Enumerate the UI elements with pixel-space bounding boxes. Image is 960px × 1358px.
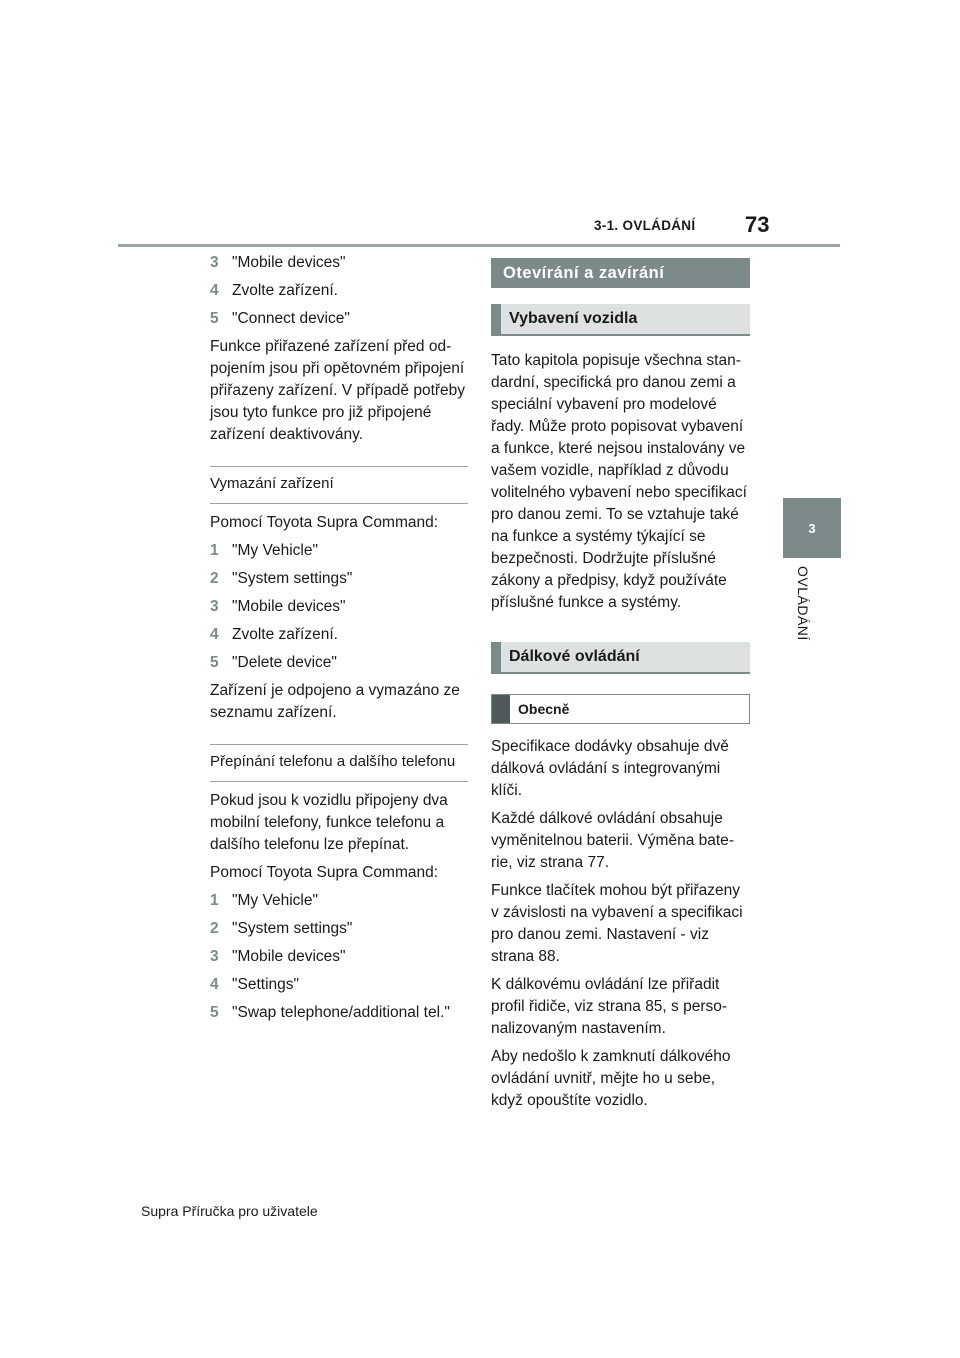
- step-item: [210, 568, 468, 590]
- step-item: [210, 974, 468, 996]
- chapter-tab: [783, 498, 841, 558]
- step-text: "Delete device": [232, 654, 337, 671]
- step-item: [210, 890, 468, 912]
- steps-swap: [210, 890, 468, 1024]
- step-item: [210, 652, 468, 674]
- step-number: 2: [210, 570, 219, 587]
- step-text: "System settings": [232, 570, 353, 587]
- step-item: [210, 624, 468, 646]
- right-column: [491, 258, 750, 1118]
- step-text: "Mobile devices": [232, 254, 346, 271]
- step-number: 4: [210, 282, 219, 299]
- page-number: 73: [745, 212, 770, 237]
- steps-delete: [210, 540, 468, 674]
- paragraph-remote: Každé dálkové ovládání obsahuje vyměnitelnou baterii. Výměna baterie, viz strana 77.: [491, 810, 734, 871]
- step-text: "Mobile devices": [232, 598, 346, 615]
- step-number: 5: [210, 654, 219, 671]
- paragraph-two-phones: Pokud jsou k vozidlu připojeny dva mobilní telefony, funkce telefonu a dalšího telefonu lze přepínat.: [210, 792, 448, 853]
- step-text: "My Vehicle": [232, 542, 318, 559]
- subsection-banner-general: [491, 694, 750, 724]
- step-number: 1: [210, 542, 219, 559]
- subheading-swap-phone: Přepínání telefonu a dalšího telefonu: [210, 744, 468, 782]
- step-number: 5: [210, 1004, 219, 1021]
- chapter-tab-label: OVLÁDÁNÍ: [795, 566, 811, 641]
- step-number: 5: [210, 310, 219, 327]
- step-number: 4: [210, 626, 219, 643]
- chapter-banner: Otevírání a zavírání: [491, 258, 750, 288]
- step-text: "Connect device": [232, 310, 350, 327]
- header-rule: [118, 244, 840, 247]
- paragraph-equipment: Tato kapitola popisuje všechna standardní, specifická pro danou zemi a speciální vybavení pro modelové řady. Může proto popisovat vybavení a funkce, které nejsou instalovány ve vašem vozidle, například z důvodu volitelného vybavení nebo specifikací pro danou zemi. To se vztahuje také na funkce a systémy týkající se bezpečnosti. Dodržujte příslušné zákony a předpisy, když používáte příslušné funkce a systémy.: [491, 352, 747, 611]
- footer-text: Supra Příručka pro uživatele: [141, 1203, 318, 1219]
- step-number: 3: [210, 948, 219, 965]
- step-item: [210, 252, 468, 274]
- step-number: 2: [210, 920, 219, 937]
- paragraph-remote: Specifikace dodávky obsahuje dvě dálková ovládání s integrovanými klíči.: [491, 738, 729, 799]
- paragraph-remote: Funkce tlačítek mohou být přiřazeny v závislosti na vybavení a specifikaci pro danou zemi. Nastavení - viz strana 88.: [491, 882, 743, 965]
- paragraph-remote: Aby nedošlo k zamknutí dálkového ovládání uvnitř, mějte ho u sebe, když opouštíte vozidlo.: [491, 1048, 731, 1109]
- intro-command: Pomocí Toyota Supra Command:: [210, 514, 439, 531]
- step-item: [210, 280, 468, 302]
- section-banner-equipment: Vybavení vozidla: [491, 304, 750, 336]
- banner-label: Obecně: [518, 701, 570, 717]
- step-text: "Mobile devices": [232, 948, 346, 965]
- step-number: 3: [210, 598, 219, 615]
- paragraph-deleted: Zařízení je odpojeno a vymazáno ze seznamu zařízení.: [210, 682, 460, 721]
- step-text: Zvolte zařízení.: [232, 626, 338, 643]
- step-item: [210, 308, 468, 330]
- section-banner-remote: Dálkové ovládání: [491, 642, 750, 674]
- step-text: "Swap telephone/additional tel.": [232, 1004, 450, 1021]
- steps-connect: [210, 252, 468, 330]
- step-text: "Settings": [232, 976, 300, 993]
- chapter-tab-number: 3: [808, 520, 816, 536]
- step-item: [210, 946, 468, 968]
- step-number: 4: [210, 976, 219, 993]
- step-text: Zvolte zařízení.: [232, 282, 338, 299]
- intro-command: Pomocí Toyota Supra Command:: [210, 864, 439, 881]
- step-item: [210, 1002, 468, 1024]
- paragraph-remote: K dálkovému ovládání lze přiřadit profil řidiče, viz strana 85, s personalizovaným nastavením.: [491, 976, 728, 1037]
- left-column: [210, 252, 468, 1030]
- banner-marker: [492, 695, 510, 723]
- step-item: [210, 918, 468, 940]
- subheading-delete-device: Vymazání zařízení: [210, 466, 468, 504]
- paragraph-reconnect: Funkce přiřazené zařízení před odpojením jsou při opětovném připojení přiřazeny zařízení. V případě potřeby jsou tyto funkce pro již připojené zařízení deaktivovány.: [210, 338, 466, 443]
- step-item: [210, 596, 468, 618]
- step-text: "My Vehicle": [232, 892, 318, 909]
- step-number: 3: [210, 254, 219, 271]
- step-text: "System settings": [232, 920, 353, 937]
- section-label: 3-1. OVLÁDÁNÍ: [594, 218, 696, 233]
- step-item: [210, 540, 468, 562]
- step-number: 1: [210, 892, 219, 909]
